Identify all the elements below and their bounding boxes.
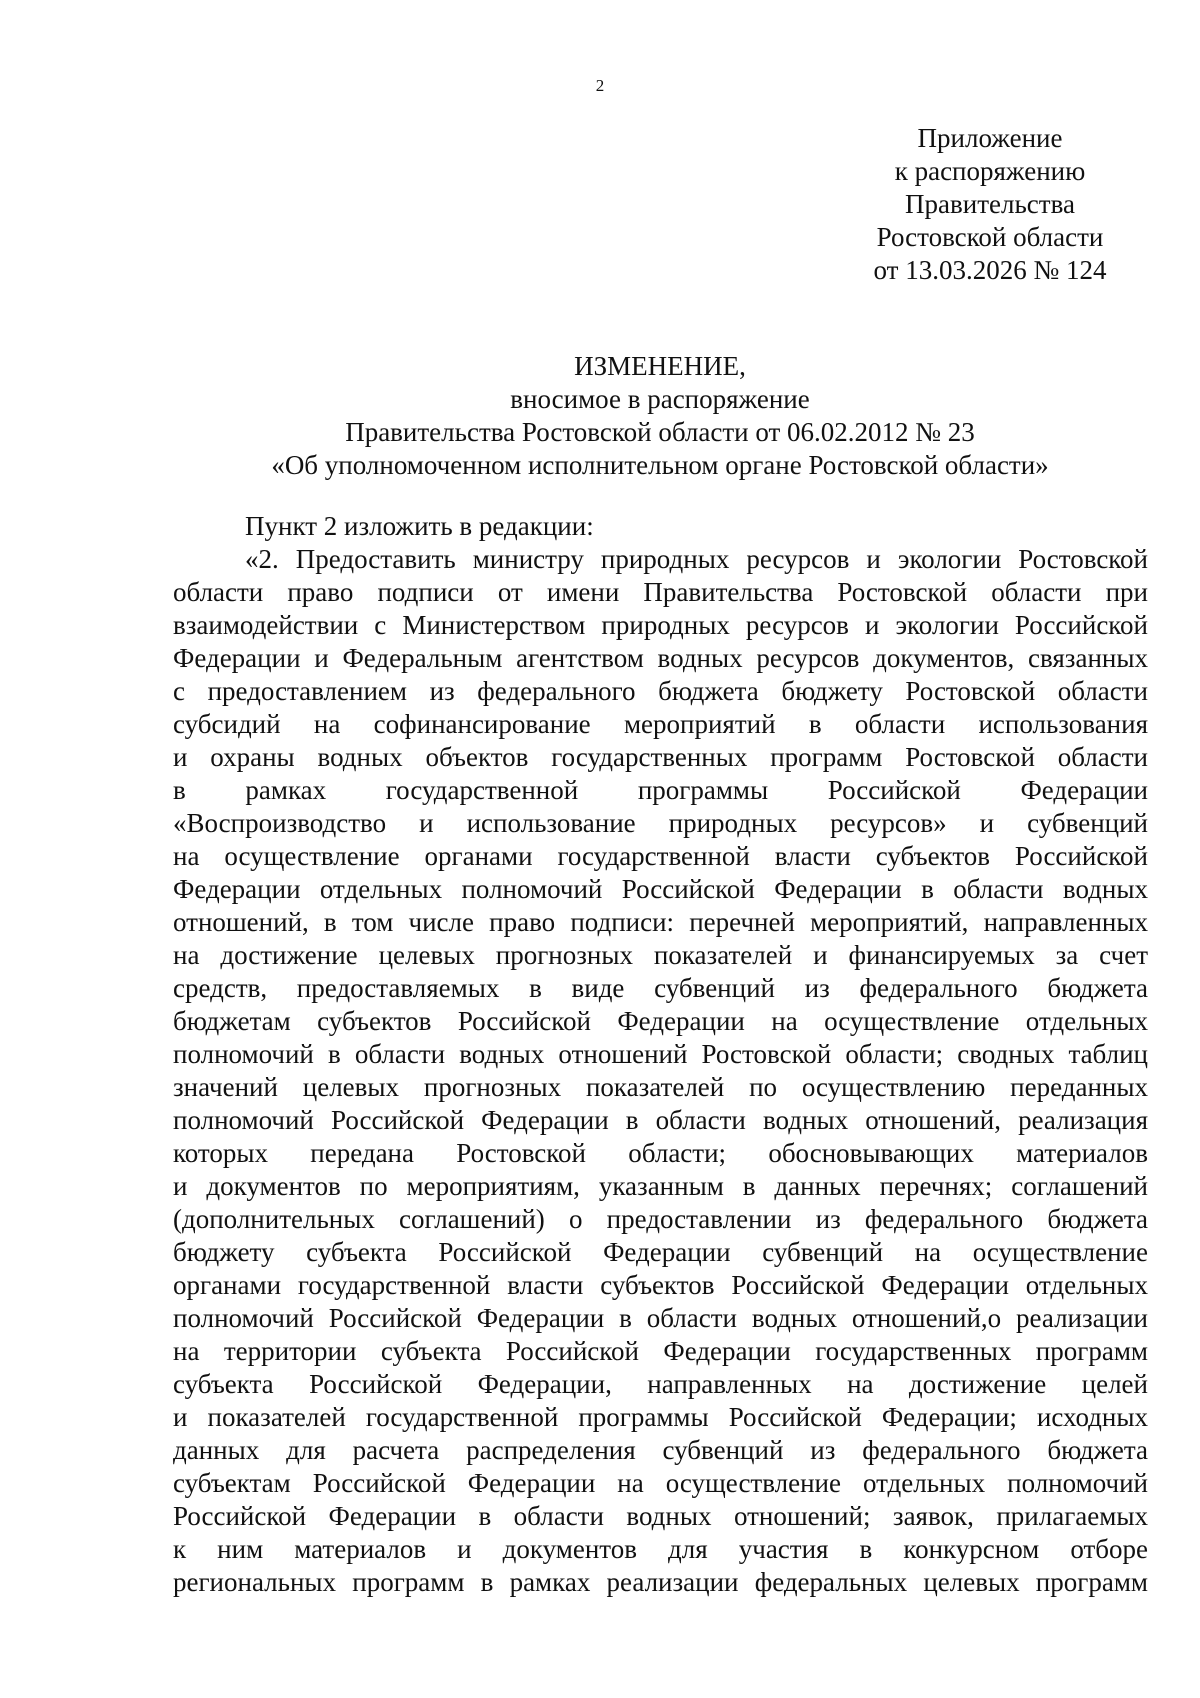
body-line: на достижение целевых прогнозных показателей и финансируемых за счет xyxy=(173,940,1148,970)
body-line: взаимодействии с Министерством природных ресурсов и экологии Российской xyxy=(173,610,1148,640)
body-line: на осуществление органами государственной власти субъектов Российской xyxy=(173,841,1148,871)
body-line: Российской Федерации в области водных отношений; заявок, прилагаемых xyxy=(173,1501,1148,1531)
body-line: с предоставлением из федерального бюджета бюджету Ростовской области xyxy=(173,676,1148,706)
body-line: «2. Предоставить министру природных ресурсов и экологии Ростовской xyxy=(245,544,1148,574)
body-line: отношений, в том числе право подписи: перечней мероприятий, направленных xyxy=(173,907,1148,937)
body-paragraph xyxy=(173,543,1148,1599)
page-number: 2 xyxy=(595,76,605,95)
body-line: полномочий в области водных отношений Ростовской области; сводных таблиц xyxy=(173,1039,1148,1069)
body-line: органами государственной власти субъектов Российской Федерации отдельных xyxy=(173,1270,1148,1300)
body-line: субъектам Российской Федерации на осуществление отдельных полномочий xyxy=(173,1468,1148,1498)
appendix-line: к распоряжению xyxy=(894,156,1086,186)
body-line: (дополнительных соглашений) о предоставлении из федерального бюджета xyxy=(173,1204,1148,1234)
body-line: и охраны водных объектов государственных программ Ростовской области xyxy=(173,742,1148,772)
body-line: данных для расчета распределения субвенций из федерального бюджета xyxy=(173,1435,1148,1465)
appendix-block xyxy=(840,122,1140,287)
body-line: значений целевых прогнозных показателей по осуществлению переданных xyxy=(173,1072,1148,1102)
body-line: субсидий на софинансирование мероприятий в области использования xyxy=(173,709,1148,739)
body-line: бюджету субъекта Российской Федерации субвенций на осуществление xyxy=(173,1237,1148,1267)
appendix-line: Ростовской области xyxy=(876,222,1104,252)
appendix-line: Правительства xyxy=(905,189,1075,219)
heading-title: ИЗМЕНЕНИЕ, xyxy=(574,351,746,381)
body-line: региональных программ в рамках реализации федеральных целевых программ xyxy=(173,1567,1148,1597)
body-line: полномочий Российской Федерации в области водных отношений, реализация xyxy=(173,1105,1148,1135)
body-line: и показателей государственной программы Российской Федерации; исходных xyxy=(173,1402,1148,1432)
body-line: в рамках государственной программы Российской Федерации xyxy=(173,775,1148,805)
body-line: которых передана Ростовской области; обосновывающих материалов xyxy=(173,1138,1148,1168)
body-line: на территории субъекта Российской Федерации государственных программ xyxy=(173,1336,1148,1366)
appendix-line: Приложение xyxy=(917,123,1063,153)
body-line: области право подписи от имени Правительства Ростовской области при xyxy=(173,577,1148,607)
body-line: бюджетам субъектов Российской Федерации на осуществление отдельных xyxy=(173,1006,1148,1036)
body-line: к ним материалов и документов для участия в конкурсном отборе xyxy=(173,1534,1148,1564)
body-intro: Пункт 2 изложить в редакции: xyxy=(245,511,594,541)
document-heading xyxy=(180,350,1140,482)
appendix-line: от 13.03.2026 № 124 xyxy=(873,255,1107,285)
heading-line: Правительства Ростовской области от 06.02.2012 № 23 xyxy=(345,417,975,447)
body-line: субъекта Российской Федерации, направленных на достижение целей xyxy=(173,1369,1148,1399)
heading-line: вносимое в распоряжение xyxy=(510,384,810,414)
body-line: полномочий Российской Федерации в области водных отношений,о реализации xyxy=(173,1303,1148,1333)
heading-line: «Об уполномоченном исполнительном органе Ростовской области» xyxy=(271,450,1049,480)
document-body xyxy=(173,510,1148,1599)
body-line: средств, предоставляемых в виде субвенций из федерального бюджета xyxy=(173,973,1148,1003)
body-line: Федерации и Федеральным агентством водных ресурсов документов, связанных xyxy=(173,643,1148,673)
body-line: и документов по мероприятиям, указанным в данных перечнях; соглашений xyxy=(173,1171,1148,1201)
body-line: «Воспроизводство и использование природных ресурсов» и субвенций xyxy=(173,808,1148,838)
body-line: Федерации отдельных полномочий Российской Федерации в области водных xyxy=(173,874,1148,904)
